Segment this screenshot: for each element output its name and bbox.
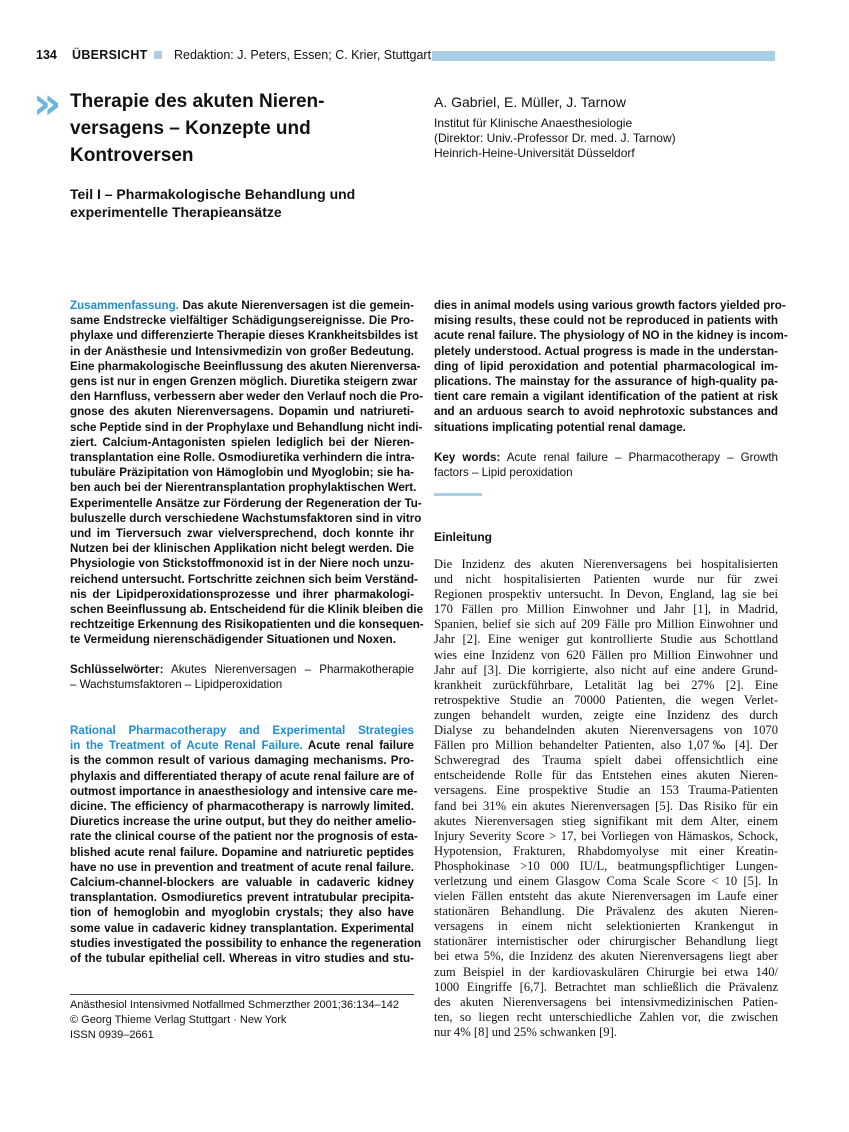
text-line: ziert. Calcium-Antagonisten spielen lediglich bei der Nieren- (70, 435, 414, 449)
abstract-heading: in the Treatment of Acute Renal Failure. (70, 739, 303, 753)
text-line: vielen Fällen entsteht das akute Nierenversagen im Laufe einer (434, 889, 778, 904)
keywords-line (70, 662, 414, 677)
text-line: blished acute renal failure. Dopamine and natriuretic peptides (70, 845, 414, 859)
text-line: phylaxis and differentiated therapy of acute renal failure are of (70, 769, 414, 783)
abstract-body (70, 753, 422, 966)
section-label: ÜBERSICHT (72, 48, 148, 62)
text-line: acute renal failure. The physiology of NO in the kidney is incom- (434, 329, 788, 343)
title-line: versagens – Konzepte und (70, 118, 311, 139)
quote-mark-icon: » (33, 78, 52, 129)
text-line: and an arduous search to avoid nephrotoxic substances and (434, 405, 778, 419)
text-line: versagens in einem nicht selektionierten Krankengut in (434, 919, 778, 934)
text-line: ding of lipid peroxidation and potential pharmacological im- (434, 359, 778, 373)
text-line: Phosphokinase >10 000 IU/L, beatmungspflichtiger Lungen- (434, 858, 778, 873)
affiliation-line: Heinrich-Heine-Universität Düsseldorf (434, 146, 635, 160)
text-line: tion of hemoglobin and myoglobin crystals; they also have (70, 906, 414, 920)
text-line: Diuretics increase the urine output, but they do neither amelio- (70, 815, 416, 829)
text-line: und im Tierversuch zwar vielversprechend, doch konnte ihr (70, 527, 414, 541)
text-line: Nutzen bei der klinischen Applikation nicht belegt werden. Die (70, 542, 414, 556)
text-line: buluszelle durch verschiedene Wachstumsfaktoren sind in vitro (70, 511, 422, 525)
text-line: dicine. The efficiency of pharmacotherapy is narrowly limited. (70, 800, 414, 814)
text-line: versagens. Eine prospektive Studie an 153 Trauma-Patienten (434, 783, 778, 798)
text-line: ten, so liegen recht unterschiedliche Zahlen vor, die zwischen (434, 1009, 778, 1024)
text-line: Die Inzidenz des akuten Nierenversagens bei hospitalisierten (434, 557, 778, 571)
abstract-line (70, 738, 414, 753)
introduction-text (434, 557, 778, 1040)
keywords-text: Akutes Nierenversagen – Pharmakotherapie (163, 663, 414, 676)
text-line: Regionen prospektiv untersucht. In Devon, England, lag sie bei (434, 587, 778, 602)
text-line: Experimentelle Ansätze zur Förderung der Regeneration der Tu- (70, 496, 422, 510)
abstract-body (70, 313, 424, 647)
text-line: 170 Fällen pro Million Einwohner und Jahr [1], in Madrid, (434, 602, 778, 617)
text-line: outmost importance in anaesthesiology and intensive care me- (70, 784, 418, 798)
abstract-line (70, 298, 414, 313)
footer-line: ISSN 0939–2661 (70, 1029, 154, 1041)
abstract-heading: Rational Pharmacotherapy and Experimental Strategies (70, 724, 414, 737)
footer-line: Anästhesiol Intensivmed Notfallmed Schmerzther 2001;36:134–142 (70, 999, 399, 1011)
text-line: akutes Nierenversagen stieg signifikant mit dem Alter, einem (434, 813, 778, 828)
text-line: Physiologie von Stickstoffmonoxid ist in der Niere noch unzu- (70, 557, 414, 571)
citation-footer (70, 998, 399, 1043)
text-line: stationären Behandlung. Die Prävalenz des akuten Nieren- (434, 904, 778, 919)
text-line: transplantation eine Rolle. Osmodiuretika verhindern die intra- (70, 451, 415, 465)
keywords-label: Key words: (434, 451, 501, 464)
text-line: mising results, these could not be reproduced in patients with (434, 314, 778, 328)
keywords-label: Schlüsselwörter: (70, 663, 164, 676)
article-title (70, 88, 400, 169)
text-line: retrospektive Studie an 70000 Patienten, die wegen Verlet- (434, 692, 778, 707)
text-line: und nicht hospitalisierten Patienten wurde nur für zwei (434, 572, 778, 587)
text-line: bei etwa 5%, die Inzidenz des akuten Nierenversagens liegt aber (434, 949, 778, 964)
text-line: transplantation. Osmodiuretics prevent intratubular precipita- (70, 891, 414, 905)
section-divider (434, 493, 482, 496)
affiliation-line: Institut für Klinische Anaesthesiologie (434, 116, 633, 130)
text-line: zungen behandelt wurden, zeigte eine Inzidenz des durch (434, 707, 778, 722)
text-line: pletely understood. Actual progress is made in the understan- (434, 344, 778, 358)
text-line: studies investigated the possibility to enhance the regeneration (70, 936, 422, 950)
text-line: Eine pharmakologische Beeinflussung des akuten Nierenversa- (70, 359, 421, 373)
text-line: Schweregrad des Trauma spielt dabei offensichtlich eine (434, 753, 778, 768)
text-line: gens ist nur in engen Grenzen möglich. Diuretika steigern zwar (70, 375, 418, 389)
keywords-line: factors – Lipid peroxidation (434, 466, 573, 480)
text-line: some value in cadaveric kidney transplantation. Experimental (70, 921, 414, 935)
text-line: in der Anästhesie und Intensivmedizin von großer Bedeutung. (70, 344, 414, 358)
section-heading: Einleitung (434, 530, 492, 544)
text-line: dies in animal models using various growth factors yielded pro- (434, 299, 786, 312)
text-line: krankheit zurückführbare, Letalität lag bei 27% [2]. Eine (434, 677, 778, 692)
text-line: phylaxe und differenzierte Therapie dieses Krankheitsbildes ist (70, 329, 418, 343)
text-line: Calcium-channel-blockers are valuable in cadaveric kidney (70, 876, 414, 890)
text-line: have no use in prevention and treatment of acute renal failure. (70, 860, 414, 874)
footer-line: © Georg Thieme Verlag Stuttgart · New York (70, 1014, 287, 1026)
authors: A. Gabriel, E. Müller, J. Tarnow (434, 94, 626, 110)
text-line: entscheidende Rolle für das Entstehen eines akuten Nieren- (434, 768, 778, 783)
header-square (154, 51, 162, 59)
page-number: 134 (36, 48, 57, 62)
abstract-german (70, 298, 424, 648)
text-line: sche Peptide sind in der Prophylaxe und Behandlung nicht indi- (70, 420, 423, 434)
text-line: Jahr [2]. Eine weniger gut kontrollierte Studie aus Schottland (434, 632, 778, 647)
keywords-line: – Wachstumsfaktoren – Lipidperoxidation (70, 678, 283, 692)
text-line: Hypotension, Frakturen, Rhabdomyolyse mit einer Kreatin- (434, 843, 778, 858)
text-line: tubuläre Präzipitation von Hämoglobin und Myoglobin; sie ha- (70, 466, 414, 480)
abstract-english-continued (434, 298, 788, 435)
text-line: rate the clinical course of the patient nor the prognosis of esta- (70, 830, 418, 844)
text-line: verletzung und einem Glasgow Coma Scale Score < 10 [5]. In (434, 873, 778, 888)
text-line: Dialyse zu behandelnden akuten Nierenversagens von 1070 (434, 723, 778, 738)
header-bar (432, 51, 775, 61)
text-line: 1000 Eingriffe [6,7]. Betrachtet man schließlich die Prävalenz (434, 979, 778, 994)
text-line: te Vermeidung nierenschädigender Situationen und Noxen. (70, 633, 396, 647)
text-line: wies eine Inzidenz von 620 Fällen pro Million Einwohner und (434, 647, 778, 662)
text-line: des akuten Nierenversagens bei intensivmedizinischen Patien- (434, 994, 778, 1009)
abstract-english (70, 723, 422, 966)
text-line: Jahr auf [3]. Die korrigierte, also nicht auf eine andere Grund- (434, 662, 778, 677)
text-line: gnose des akuten Nierenversagens. Dopamin und natriureti- (70, 405, 414, 419)
keywords-text: Acute renal failure – Pharmacotherapy – Growth (500, 451, 778, 464)
text-line: schen Beeinflussung ab. Entscheidend für die Klinik bleiben die (70, 603, 424, 617)
text-line: ben auch bei der Nierentransplantation prophylaktischen Wert. (70, 481, 417, 495)
text-line: situations implicating potential renal damage. (434, 420, 686, 434)
text-line: nur 4% [8] und 25% schwanken [9]. (434, 1024, 617, 1039)
text-line: den Harnfluss, verbessern aber weder den Verlauf noch die Pro- (70, 390, 424, 404)
subtitle-line: experimentelle Therapieansätze (70, 204, 282, 220)
text-line: tient care remain a vigilant identification of the patient at risk (434, 390, 778, 404)
text-line: Spanien, belief sie sich auf 209 Fälle pro Million Einwohner und (434, 617, 778, 632)
footer-rule (70, 994, 414, 995)
abstract-text: Das akute Nierenversagen ist die gemein- (178, 299, 414, 312)
title-line: Therapie des akuten Nieren- (70, 91, 325, 112)
text-line: rechtzeitige Erkennung des Risikopatienten und die konsequen- (70, 618, 424, 632)
text-line: same Endstrecke vielfältiger Schädigungsereignisse. Die Pro- (70, 314, 414, 328)
article-subtitle (70, 185, 410, 221)
keywords-german (70, 662, 414, 692)
title-line: Kontroversen (70, 145, 194, 166)
text-line: fand bei 31% ein akutes Nierenversagen [5]. Das Risiko für ein (434, 798, 778, 813)
abstract-heading: Zusammenfassung. (70, 299, 179, 312)
text-line: nis der Lipidperoxidationsprozesse und ihrer pharmakologi- (70, 587, 414, 601)
text-line: Injury Severity Score > 17, bei Vorliegen von Hämaskos, Schock, (434, 828, 778, 843)
text-line: of the tubular epithelial cell. Whereas in vitro studies and stu- (70, 952, 414, 966)
subtitle-line: Teil I – Pharmakologische Behandlung und (70, 186, 356, 202)
keywords-line (434, 450, 778, 465)
text-line: stationärer internistischer oder chirurgischer Behandlung liegt (434, 934, 778, 949)
affiliation (434, 116, 676, 161)
keywords-english (434, 450, 778, 480)
abstract-text: Acute renal failure (302, 739, 414, 753)
text-line: plications. The mainstay for the assurance of high-quality pa- (434, 375, 778, 389)
text-line: Fällen pro Million behandelter Patienten, also 1,07‰ [4]. Der (434, 738, 778, 753)
affiliation-line: (Direktor: Univ.-Professor Dr. med. J. Tarnow) (434, 131, 676, 145)
editors-line: Redaktion: J. Peters, Essen; C. Krier, Stuttgart (174, 48, 432, 62)
text-line: is the common result of various damaging mechanisms. Pro- (70, 754, 414, 768)
text-line: reichend untersucht. Fortschritte zeichnen sich beim Verständ- (70, 572, 418, 586)
text-line: zum Beispiel in der kardiovaskulären Chirurgie bei etwa 140/ (434, 964, 778, 979)
